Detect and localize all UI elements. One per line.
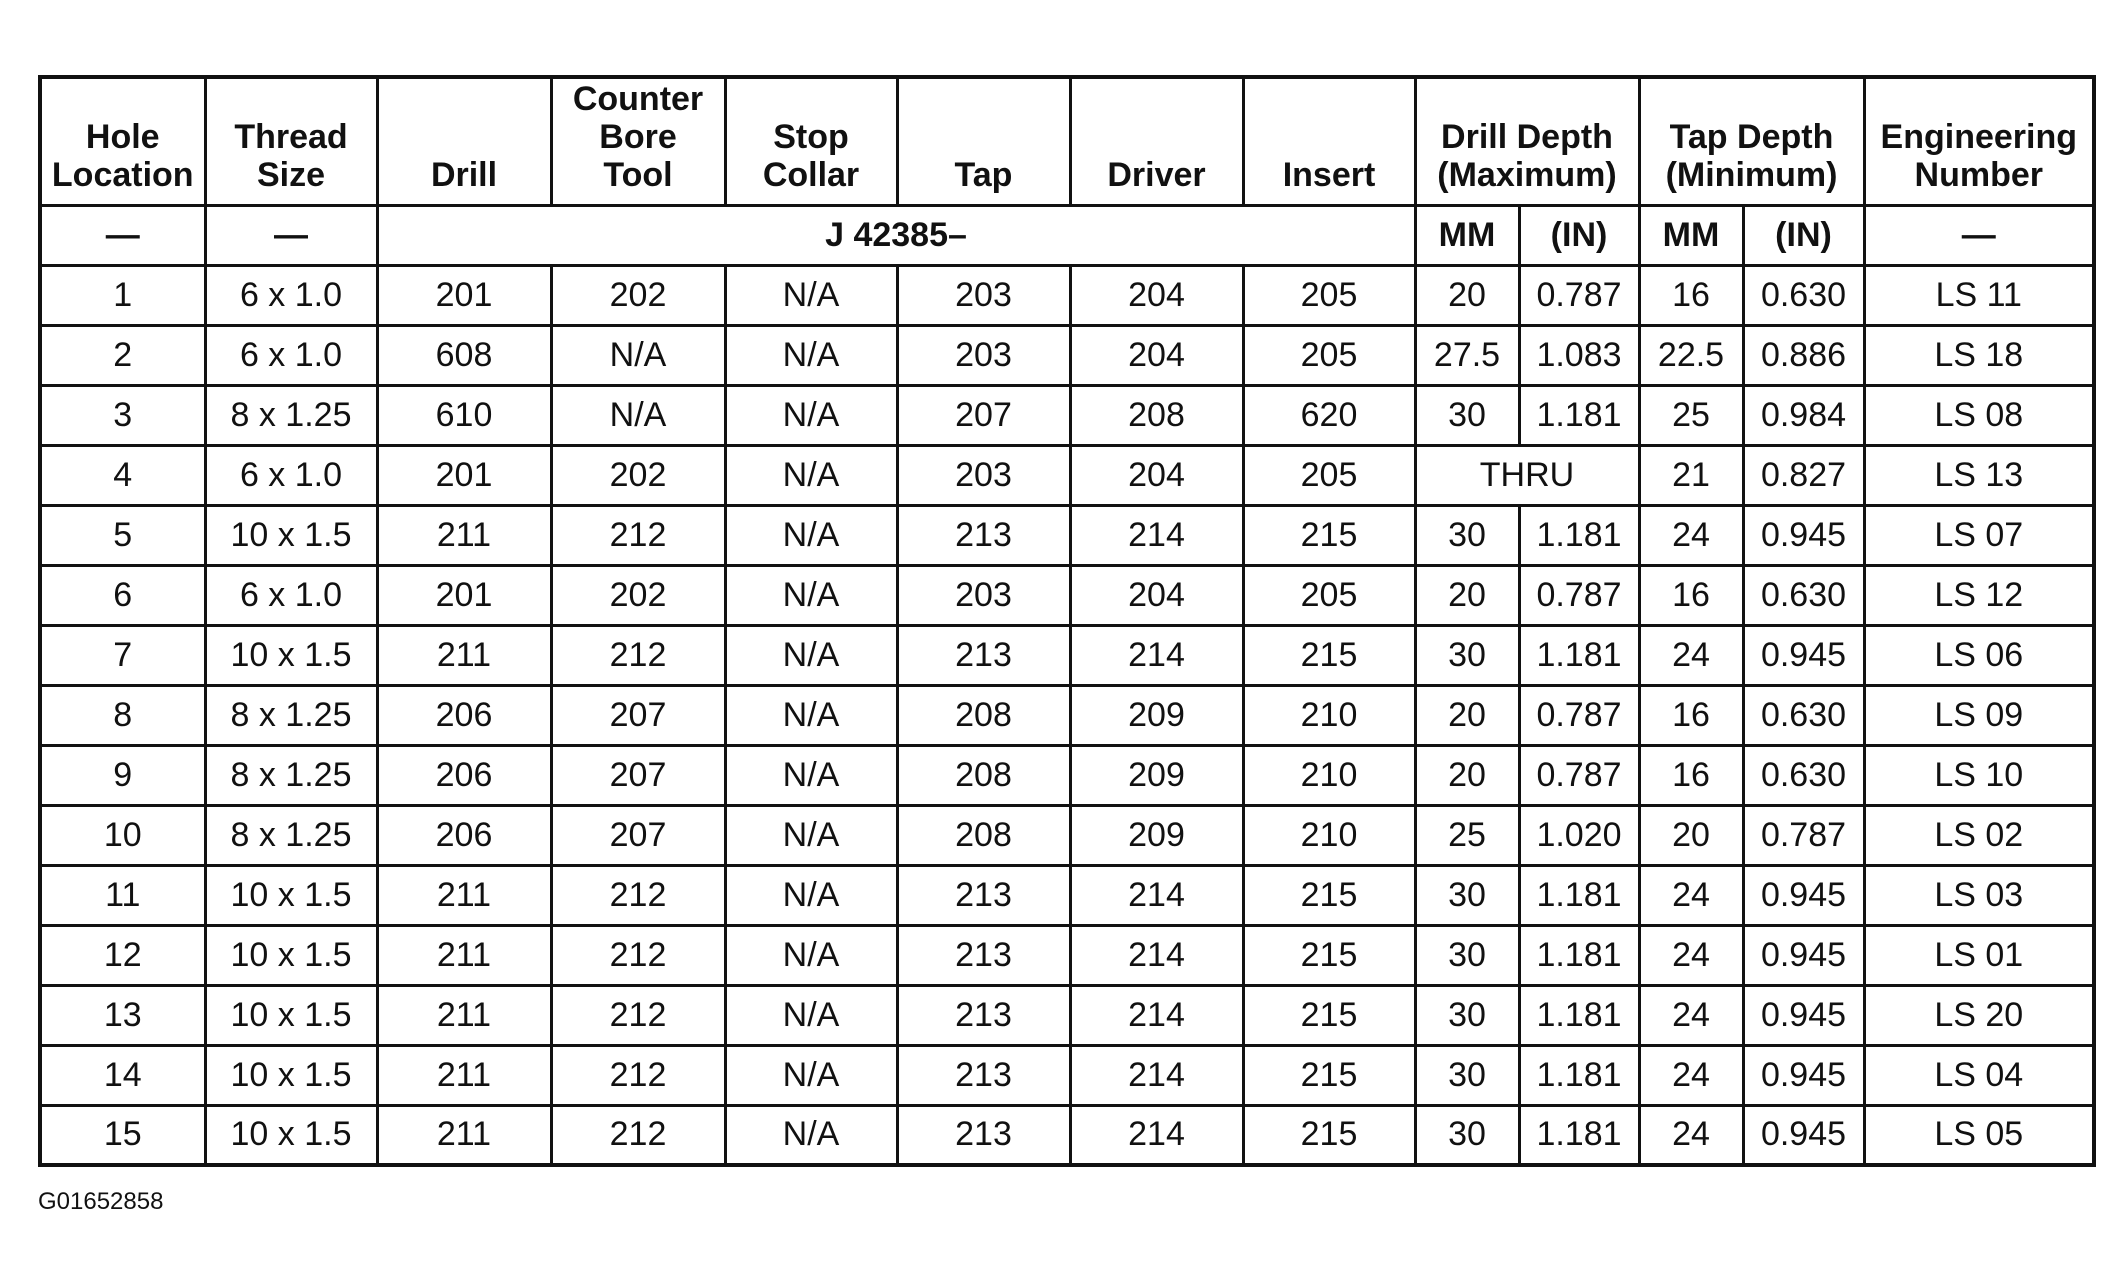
- header-row: [40, 77, 2094, 205]
- cell-tap-in: 0.630: [1743, 745, 1864, 805]
- cell-tap: 203: [897, 265, 1070, 325]
- cell-driver: 214: [1070, 1105, 1243, 1165]
- cell-drill-mm: 30: [1415, 625, 1519, 685]
- cell-thread: 6 x 1.0: [205, 325, 377, 385]
- tool-spec-table: [38, 75, 2096, 1167]
- col-header-counter-bore-tool: Counter Bore Tool: [551, 77, 725, 205]
- cell-driver: 209: [1070, 805, 1243, 865]
- table-row: [40, 385, 2094, 445]
- col-header-driver: Driver: [1070, 77, 1243, 205]
- cell-thread: 8 x 1.25: [205, 385, 377, 445]
- table-row: [40, 1105, 2094, 1165]
- cell-tap-in: 0.945: [1743, 865, 1864, 925]
- cell-driver: 204: [1070, 565, 1243, 625]
- cell-tap: 213: [897, 865, 1070, 925]
- cell-thread: 10 x 1.5: [205, 925, 377, 985]
- cell-counter-bore: 212: [551, 865, 725, 925]
- cell-drill: 201: [377, 565, 551, 625]
- cell-drill: 211: [377, 505, 551, 565]
- cell-eng: LS 07: [1864, 505, 2094, 565]
- table-row: [40, 445, 2094, 505]
- cell-drill-in: 1.181: [1519, 625, 1639, 685]
- table-row: [40, 865, 2094, 925]
- cell-thread: 10 x 1.5: [205, 1045, 377, 1105]
- cell-thread: 10 x 1.5: [205, 985, 377, 1045]
- cell-driver: 214: [1070, 1045, 1243, 1105]
- cell-tap: 213: [897, 625, 1070, 685]
- cell-stop-collar: N/A: [725, 565, 897, 625]
- cell-drill-mm: 25: [1415, 805, 1519, 865]
- cell-tap-in: 0.945: [1743, 505, 1864, 565]
- cell-tap-in: 0.787: [1743, 805, 1864, 865]
- cell-drill-mm: 20: [1415, 265, 1519, 325]
- cell-eng: LS 11: [1864, 265, 2094, 325]
- cell-hole: 4: [40, 445, 205, 505]
- cell-stop-collar: N/A: [725, 925, 897, 985]
- cell-drill-mm: 30: [1415, 865, 1519, 925]
- cell-drill-in: 1.181: [1519, 985, 1639, 1045]
- cell-tap-mm: 16: [1639, 265, 1743, 325]
- cell-tap-mm: 24: [1639, 625, 1743, 685]
- cell-tap: 213: [897, 985, 1070, 1045]
- cell-hole: 3: [40, 385, 205, 445]
- cell-drill-in: 1.181: [1519, 505, 1639, 565]
- cell-hole: 6: [40, 565, 205, 625]
- figure-id: G01652858: [38, 1188, 164, 1215]
- cell-thread: 10 x 1.5: [205, 505, 377, 565]
- cell-hole: 2: [40, 325, 205, 385]
- cell-driver: 214: [1070, 505, 1243, 565]
- cell-thread: 10 x 1.5: [205, 865, 377, 925]
- cell-tap-mm: 21: [1639, 445, 1743, 505]
- cell-eng: LS 02: [1864, 805, 2094, 865]
- cell-insert: 215: [1243, 625, 1415, 685]
- cell-stop-collar: N/A: [725, 985, 897, 1045]
- cell-counter-bore: 207: [551, 745, 725, 805]
- cell-hole: 13: [40, 985, 205, 1045]
- cell-stop-collar: N/A: [725, 1105, 897, 1165]
- cell-tap-mm: 16: [1639, 685, 1743, 745]
- cell-tap-mm: 24: [1639, 1105, 1743, 1165]
- cell-drill: 206: [377, 745, 551, 805]
- subheader-engineering-number: —: [1864, 205, 2094, 265]
- cell-insert: 210: [1243, 745, 1415, 805]
- cell-drill-mm: 20: [1415, 565, 1519, 625]
- cell-drill-mm: 27.5: [1415, 325, 1519, 385]
- table-header: [40, 77, 2094, 265]
- cell-tap: 208: [897, 745, 1070, 805]
- cell-drill-in: 0.787: [1519, 745, 1639, 805]
- cell-eng: LS 20: [1864, 985, 2094, 1045]
- cell-stop-collar: N/A: [725, 745, 897, 805]
- cell-stop-collar: N/A: [725, 385, 897, 445]
- cell-stop-collar: N/A: [725, 685, 897, 745]
- cell-drill-mm: 30: [1415, 385, 1519, 445]
- subheader-tap-mm: MM: [1639, 205, 1743, 265]
- cell-drill-in: 0.787: [1519, 565, 1639, 625]
- cell-insert: 215: [1243, 865, 1415, 925]
- cell-stop-collar: N/A: [725, 1045, 897, 1105]
- cell-tap-mm: 16: [1639, 745, 1743, 805]
- cell-insert: 215: [1243, 505, 1415, 565]
- cell-thread: 6 x 1.0: [205, 445, 377, 505]
- cell-tap-in: 0.945: [1743, 1105, 1864, 1165]
- cell-eng: LS 10: [1864, 745, 2094, 805]
- table-row: [40, 505, 2094, 565]
- col-header-tap-depth: Tap Depth (Minimum): [1639, 77, 1864, 205]
- cell-drill: 610: [377, 385, 551, 445]
- cell-drill-mm: 20: [1415, 685, 1519, 745]
- cell-drill: 206: [377, 685, 551, 745]
- cell-drill: 211: [377, 925, 551, 985]
- cell-eng: LS 06: [1864, 625, 2094, 685]
- cell-driver: 204: [1070, 325, 1243, 385]
- cell-tap-in: 0.630: [1743, 565, 1864, 625]
- cell-thread: 8 x 1.25: [205, 805, 377, 865]
- subheader-drill-mm: MM: [1415, 205, 1519, 265]
- cell-thread: 10 x 1.5: [205, 625, 377, 685]
- cell-tap: 203: [897, 445, 1070, 505]
- cell-stop-collar: N/A: [725, 625, 897, 685]
- cell-eng: LS 13: [1864, 445, 2094, 505]
- cell-drill: 211: [377, 985, 551, 1045]
- col-header-engineering-number: Engineering Number: [1864, 77, 2094, 205]
- subheader-hole-location: —: [40, 205, 205, 265]
- cell-tap-mm: 20: [1639, 805, 1743, 865]
- cell-drill-mm: 30: [1415, 925, 1519, 985]
- cell-counter-bore: 202: [551, 445, 725, 505]
- cell-drill-in: 1.181: [1519, 1105, 1639, 1165]
- col-header-hole-location: Hole Location: [40, 77, 205, 205]
- cell-stop-collar: N/A: [725, 865, 897, 925]
- cell-eng: LS 12: [1864, 565, 2094, 625]
- cell-insert: 205: [1243, 325, 1415, 385]
- cell-driver: 214: [1070, 985, 1243, 1045]
- cell-drill-thru: THRU: [1415, 445, 1639, 505]
- table-body: [40, 265, 2094, 1165]
- cell-drill: 211: [377, 1105, 551, 1165]
- cell-counter-bore: N/A: [551, 385, 725, 445]
- cell-counter-bore: N/A: [551, 325, 725, 385]
- cell-tap: 213: [897, 505, 1070, 565]
- col-header-drill: Drill: [377, 77, 551, 205]
- cell-hole: 1: [40, 265, 205, 325]
- cell-eng: LS 05: [1864, 1105, 2094, 1165]
- cell-stop-collar: N/A: [725, 445, 897, 505]
- col-header-tap: Tap: [897, 77, 1070, 205]
- cell-hole: 7: [40, 625, 205, 685]
- cell-drill-mm: 30: [1415, 505, 1519, 565]
- cell-driver: 208: [1070, 385, 1243, 445]
- cell-drill-mm: 20: [1415, 745, 1519, 805]
- cell-drill: 211: [377, 865, 551, 925]
- cell-insert: 205: [1243, 445, 1415, 505]
- table-row: [40, 805, 2094, 865]
- cell-hole: 15: [40, 1105, 205, 1165]
- cell-drill-mm: 30: [1415, 985, 1519, 1045]
- cell-tap: 213: [897, 1045, 1070, 1105]
- cell-drill-in: 1.181: [1519, 1045, 1639, 1105]
- cell-tap-mm: 24: [1639, 925, 1743, 985]
- cell-thread: 10 x 1.5: [205, 1105, 377, 1165]
- cell-driver: 204: [1070, 445, 1243, 505]
- cell-hole: 11: [40, 865, 205, 925]
- cell-tap-in: 0.827: [1743, 445, 1864, 505]
- cell-counter-bore: 202: [551, 265, 725, 325]
- subheader-drill-in: (IN): [1519, 205, 1639, 265]
- table-row: [40, 1045, 2094, 1105]
- cell-tap-mm: 24: [1639, 505, 1743, 565]
- cell-tap-in: 0.945: [1743, 925, 1864, 985]
- cell-tap-mm: 24: [1639, 865, 1743, 925]
- cell-tap-mm: 25: [1639, 385, 1743, 445]
- col-header-stop-collar: Stop Collar: [725, 77, 897, 205]
- cell-eng: LS 03: [1864, 865, 2094, 925]
- cell-stop-collar: N/A: [725, 505, 897, 565]
- cell-counter-bore: 212: [551, 925, 725, 985]
- cell-stop-collar: N/A: [725, 265, 897, 325]
- cell-insert: 215: [1243, 1045, 1415, 1105]
- cell-driver: 214: [1070, 925, 1243, 985]
- cell-drill-in: 1.181: [1519, 385, 1639, 445]
- cell-driver: 209: [1070, 685, 1243, 745]
- cell-stop-collar: N/A: [725, 325, 897, 385]
- cell-tap-in: 0.945: [1743, 625, 1864, 685]
- col-header-insert: Insert: [1243, 77, 1415, 205]
- cell-driver: 204: [1070, 265, 1243, 325]
- cell-driver: 214: [1070, 865, 1243, 925]
- cell-tap: 208: [897, 685, 1070, 745]
- cell-insert: 205: [1243, 265, 1415, 325]
- cell-counter-bore: 207: [551, 805, 725, 865]
- cell-tap-in: 0.984: [1743, 385, 1864, 445]
- cell-insert: 210: [1243, 805, 1415, 865]
- cell-drill-mm: 30: [1415, 1045, 1519, 1105]
- cell-drill-in: 1.181: [1519, 865, 1639, 925]
- cell-hole: 8: [40, 685, 205, 745]
- table-row: [40, 985, 2094, 1045]
- cell-tap-mm: 22.5: [1639, 325, 1743, 385]
- cell-counter-bore: 202: [551, 565, 725, 625]
- cell-drill-in: 1.181: [1519, 925, 1639, 985]
- cell-drill: 211: [377, 1045, 551, 1105]
- col-header-thread-size: Thread Size: [205, 77, 377, 205]
- cell-tap-in: 0.886: [1743, 325, 1864, 385]
- cell-tap-mm: 24: [1639, 1045, 1743, 1105]
- table-row: [40, 625, 2094, 685]
- cell-tap-in: 0.630: [1743, 265, 1864, 325]
- cell-tap: 203: [897, 565, 1070, 625]
- cell-tap-in: 0.945: [1743, 1045, 1864, 1105]
- table-row: [40, 265, 2094, 325]
- table-row: [40, 925, 2094, 985]
- cell-insert: 210: [1243, 685, 1415, 745]
- cell-tap-in: 0.630: [1743, 685, 1864, 745]
- cell-tap: 213: [897, 925, 1070, 985]
- subheader-tool-kit: J 42385–: [377, 205, 1415, 265]
- cell-tap-in: 0.945: [1743, 985, 1864, 1045]
- cell-drill-in: 0.787: [1519, 265, 1639, 325]
- cell-tap-mm: 24: [1639, 985, 1743, 1045]
- cell-eng: LS 04: [1864, 1045, 2094, 1105]
- cell-tap: 207: [897, 385, 1070, 445]
- cell-eng: LS 18: [1864, 325, 2094, 385]
- cell-hole: 14: [40, 1045, 205, 1105]
- cell-hole: 10: [40, 805, 205, 865]
- cell-drill: 211: [377, 625, 551, 685]
- cell-tap: 213: [897, 1105, 1070, 1165]
- cell-tap: 208: [897, 805, 1070, 865]
- cell-tap: 203: [897, 325, 1070, 385]
- cell-thread: 8 x 1.25: [205, 685, 377, 745]
- subheader-thread-size: —: [205, 205, 377, 265]
- table-row: [40, 685, 2094, 745]
- cell-drill: 201: [377, 445, 551, 505]
- cell-counter-bore: 212: [551, 625, 725, 685]
- cell-counter-bore: 212: [551, 985, 725, 1045]
- table-row: [40, 745, 2094, 805]
- cell-insert: 215: [1243, 1105, 1415, 1165]
- subheader-row: [40, 205, 2094, 265]
- cell-drill-in: 0.787: [1519, 685, 1639, 745]
- subheader-tap-in: (IN): [1743, 205, 1864, 265]
- col-header-drill-depth: Drill Depth (Maximum): [1415, 77, 1639, 205]
- cell-eng: LS 01: [1864, 925, 2094, 985]
- cell-drill-in: 1.020: [1519, 805, 1639, 865]
- cell-stop-collar: N/A: [725, 805, 897, 865]
- cell-drill: 608: [377, 325, 551, 385]
- cell-hole: 5: [40, 505, 205, 565]
- cell-insert: 215: [1243, 925, 1415, 985]
- cell-drill-mm: 30: [1415, 1105, 1519, 1165]
- cell-driver: 209: [1070, 745, 1243, 805]
- cell-thread: 8 x 1.25: [205, 745, 377, 805]
- cell-insert: 215: [1243, 985, 1415, 1045]
- cell-eng: LS 08: [1864, 385, 2094, 445]
- table-row: [40, 325, 2094, 385]
- cell-insert: 620: [1243, 385, 1415, 445]
- cell-hole: 12: [40, 925, 205, 985]
- cell-drill: 201: [377, 265, 551, 325]
- cell-drill: 206: [377, 805, 551, 865]
- cell-eng: LS 09: [1864, 685, 2094, 745]
- cell-counter-bore: 212: [551, 505, 725, 565]
- cell-counter-bore: 212: [551, 1045, 725, 1105]
- cell-insert: 205: [1243, 565, 1415, 625]
- cell-drill-in: 1.083: [1519, 325, 1639, 385]
- cell-counter-bore: 212: [551, 1105, 725, 1165]
- cell-driver: 214: [1070, 625, 1243, 685]
- cell-thread: 6 x 1.0: [205, 265, 377, 325]
- cell-hole: 9: [40, 745, 205, 805]
- cell-tap-mm: 16: [1639, 565, 1743, 625]
- cell-counter-bore: 207: [551, 685, 725, 745]
- table-row: [40, 565, 2094, 625]
- cell-thread: 6 x 1.0: [205, 565, 377, 625]
